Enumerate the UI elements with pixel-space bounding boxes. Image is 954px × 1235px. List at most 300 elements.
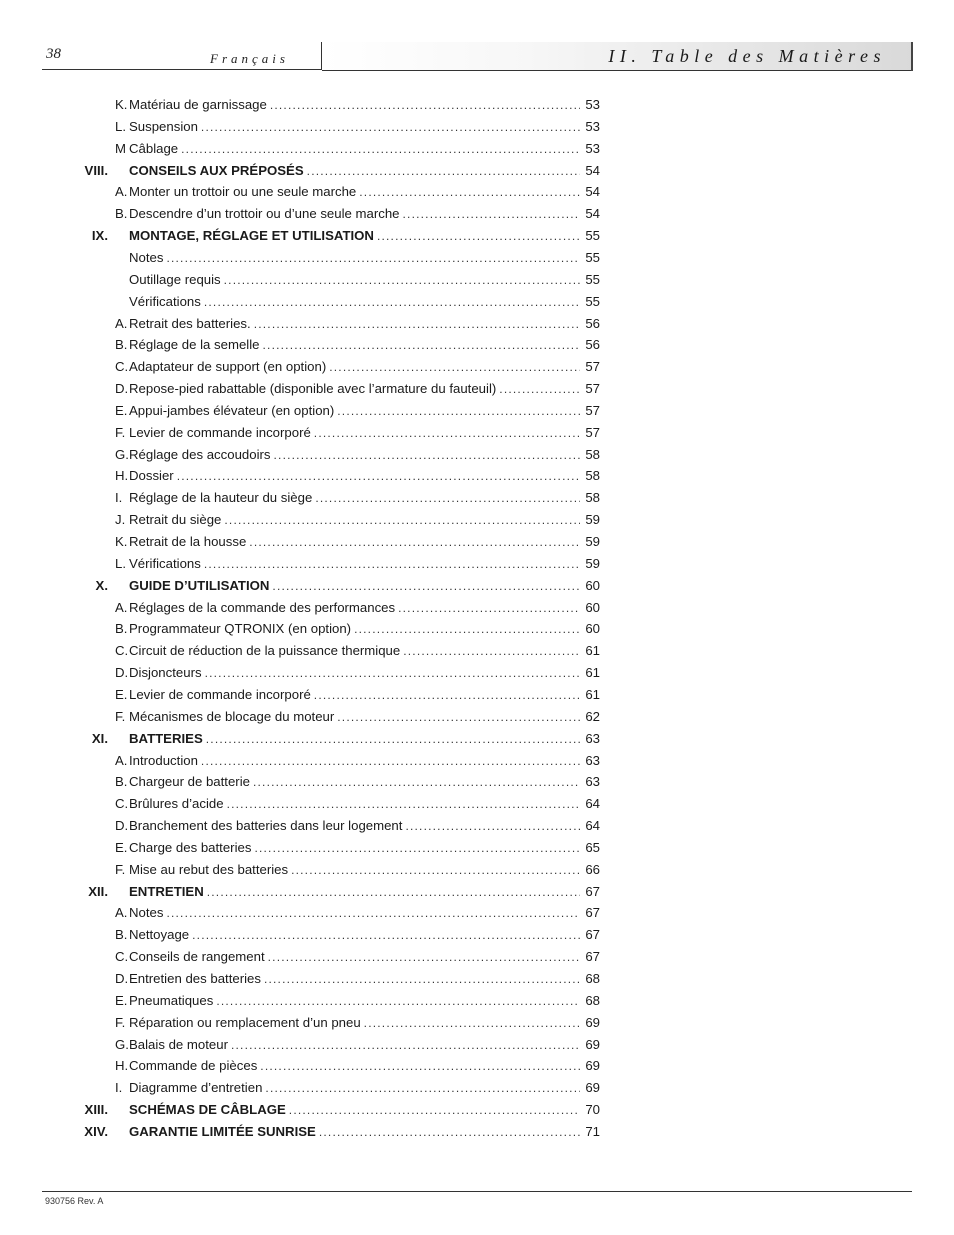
toc-row: [0, 139, 954, 159]
toc-row: [0, 488, 954, 508]
toc-entry-label-group: [115, 991, 216, 1011]
toc-entry-label-group: [115, 466, 177, 486]
toc-entry-prefix: B.: [115, 337, 128, 353]
toc-entry-label-group: [115, 925, 192, 945]
toc-dot-leader: [364, 1013, 580, 1033]
toc-entry-label: Descendre d’un trottoir ou d’une seule marche: [129, 206, 400, 222]
toc-dot-leader: [253, 772, 580, 792]
toc-entry-prefix: D.: [115, 665, 129, 681]
toc-roman-numeral: XIV.: [84, 1123, 108, 1139]
toc-entry-label-group: [115, 751, 201, 771]
toc-entry[interactable]: [115, 576, 600, 596]
toc-row: [0, 860, 954, 880]
toc-entry[interactable]: [115, 445, 600, 465]
toc-entry-label-group: [115, 335, 263, 355]
toc-page-number: 61: [585, 643, 600, 659]
toc-dot-leader: [337, 707, 580, 727]
toc-entry[interactable]: [115, 554, 600, 574]
toc-entry-label-group: [115, 903, 166, 923]
toc-dot-leader: [204, 554, 580, 574]
toc-dot-leader: [270, 95, 580, 115]
toc-entry-label-group: [115, 598, 398, 618]
toc-entry[interactable]: [115, 292, 600, 312]
toc-entry-prefix: E.: [115, 686, 128, 702]
toc-entry-label-group: [115, 554, 204, 574]
toc-entry-label-group: [115, 816, 405, 836]
toc-entry-label: BATTERIES: [129, 730, 203, 746]
toc-entry-label: Conseils de rangement: [129, 949, 265, 965]
toc-entry[interactable]: [115, 488, 600, 508]
toc-page-number: 59: [585, 512, 600, 528]
toc-entry-prefix: G.: [115, 1036, 129, 1052]
toc-dot-leader: [204, 292, 580, 312]
toc-row: [0, 794, 954, 814]
toc-entry[interactable]: [115, 882, 600, 902]
toc-entry-label: GARANTIE LIMITÉE SUNRISE: [129, 1123, 316, 1139]
toc-entry[interactable]: [115, 619, 600, 639]
toc-page-number: 68: [585, 971, 600, 986]
toc-dot-leader: [265, 1078, 580, 1098]
toc-entry-prefix: F.: [115, 861, 126, 877]
toc-row: [0, 663, 954, 683]
toc-row: [0, 1056, 954, 1076]
toc-entry-label-group: [115, 423, 314, 443]
toc-entry-prefix: K.: [115, 534, 128, 549]
toc-entry[interactable]: [115, 1122, 600, 1142]
toc-row: [0, 248, 954, 268]
toc-row: [0, 357, 954, 377]
toc-dot-leader: [166, 903, 580, 923]
toc-dot-leader: [201, 117, 580, 137]
toc-row: [0, 925, 954, 945]
toc-entry-label-group: [115, 969, 264, 989]
toc-entry[interactable]: [115, 903, 600, 923]
toc-entry-label-group: [115, 357, 329, 377]
toc-entry-label-group: [115, 947, 268, 967]
toc-page-number: 67: [585, 883, 600, 899]
toc-entry-prefix: A.: [115, 905, 128, 921]
toc-entry-label: CONSEILS AUX PRÉPOSÉS: [129, 162, 304, 178]
toc-row: [0, 903, 954, 923]
toc-entry-prefix: D.: [115, 381, 129, 397]
page-number: 38: [46, 46, 61, 62]
toc-entry-prefix: B.: [115, 927, 128, 943]
toc-row: [0, 204, 954, 224]
toc-dot-leader: [201, 751, 580, 771]
toc-page-number: 69: [585, 1014, 600, 1030]
toc-entry[interactable]: [115, 598, 600, 618]
toc-row: [0, 95, 954, 115]
toc-entry-label: Charge des batteries: [129, 839, 252, 855]
toc-dot-leader: [329, 357, 580, 377]
toc-entry-label-group: [115, 161, 307, 181]
toc-row: [0, 751, 954, 771]
toc-entry[interactable]: [115, 357, 600, 377]
toc-page-number: 64: [585, 796, 600, 812]
toc-dot-leader: [499, 379, 580, 399]
toc-row: [0, 1078, 954, 1098]
toc-entry-label: Suspension: [129, 118, 198, 134]
toc-entry-label: Réglage des accoudoirs: [129, 446, 271, 462]
toc-entry[interactable]: [115, 270, 600, 290]
toc-entry[interactable]: [115, 641, 600, 661]
toc-entry-prefix: C.: [115, 796, 129, 812]
toc-row: [0, 117, 954, 137]
toc-row: [0, 619, 954, 639]
toc-entry-label-group: [115, 445, 274, 465]
toc-entry-prefix: D.: [115, 818, 129, 834]
toc-entry-label-group: [115, 641, 403, 661]
toc-entry[interactable]: [115, 663, 600, 683]
toc-entry[interactable]: [115, 969, 600, 989]
toc-row: [0, 641, 954, 661]
toc-dot-leader: [314, 423, 580, 443]
toc-entry-label-group: [115, 860, 291, 880]
toc-page-number: 69: [585, 1036, 600, 1052]
title-band-edge: [911, 42, 913, 71]
toc-dot-leader: [166, 248, 580, 268]
footer-rule: [42, 1191, 912, 1192]
toc-entry-label: Levier de commande incorporé: [129, 686, 311, 702]
toc-row: [0, 772, 954, 792]
toc-entry-label-group: [115, 576, 272, 596]
toc-row: [0, 423, 954, 443]
toc-page-number: 60: [585, 577, 600, 593]
toc-entry-prefix: I.: [115, 490, 123, 506]
toc-row: [0, 532, 954, 552]
toc-entry-label: SCHÉMAS DE CÂBLAGE: [129, 1102, 286, 1118]
toc-dot-leader: [224, 510, 580, 530]
toc-entry-label-group: [115, 685, 314, 705]
toc-entry-label: Retrait des batteries.: [129, 315, 251, 331]
toc-entry-label-group: [115, 182, 359, 202]
toc-page-number: 53: [585, 118, 600, 134]
toc-dot-leader: [263, 335, 581, 355]
toc-page-number: 71: [585, 1123, 600, 1139]
toc-page-number: 53: [585, 97, 600, 112]
toc-dot-leader: [274, 445, 581, 465]
toc-entry[interactable]: [115, 335, 600, 355]
toc-entry-label: Repose-pied rabattable (disponible avec l’armature du fauteuil): [129, 381, 497, 397]
toc-entry[interactable]: [115, 95, 600, 115]
toc-roman-numeral: IX.: [91, 228, 108, 244]
toc-page-number: 62: [585, 708, 600, 724]
toc-page-number: 63: [585, 752, 600, 768]
toc-entry[interactable]: [115, 729, 600, 749]
toc-entry-label: Vérifications: [129, 293, 201, 309]
toc-entry[interactable]: [115, 816, 600, 836]
toc-dot-leader: [205, 663, 580, 683]
toc-entry[interactable]: [115, 379, 600, 399]
toc-entry-prefix: L.: [115, 118, 126, 134]
toc-entry-label: Mise au rebut des batteries: [129, 861, 289, 877]
header-rule: [42, 69, 322, 70]
toc-entry-label: Nettoyage: [129, 927, 190, 943]
toc-entry[interactable]: [115, 947, 600, 967]
toc-entry-label: GUIDE D’UTILISATION: [129, 577, 270, 593]
toc-entry-label-group: [115, 1056, 260, 1076]
toc-page-number: 66: [585, 861, 600, 877]
page-header: [0, 0, 954, 80]
toc-dot-leader: [254, 314, 580, 334]
toc-entry[interactable]: [115, 423, 600, 443]
toc-entry-prefix: L.: [115, 555, 126, 571]
toc-entry[interactable]: [115, 466, 600, 486]
toc-page-number: 67: [585, 949, 600, 965]
toc-entry-label: Appui-jambes élévateur (en option): [129, 402, 335, 418]
toc-page-number: 57: [585, 402, 600, 418]
toc-entry-label-group: [115, 663, 205, 683]
toc-dot-leader: [319, 1122, 580, 1142]
toc-dot-leader: [227, 794, 580, 814]
toc-entry-label: ENTRETIEN: [129, 883, 204, 899]
toc-entry[interactable]: [115, 991, 600, 1011]
toc-entry[interactable]: [115, 1035, 600, 1055]
toc-entry-label: Pneumatiques: [129, 992, 214, 1008]
toc-entry-label-group: [115, 532, 249, 552]
toc-entry-prefix: K.: [115, 97, 128, 112]
toc-entry[interactable]: [115, 1078, 600, 1098]
toc-entry-label-group: [115, 1035, 231, 1055]
toc-entry[interactable]: [115, 139, 600, 159]
toc-row: [0, 947, 954, 967]
toc-entry[interactable]: [115, 1056, 600, 1076]
toc-dot-leader: [307, 161, 580, 181]
toc-entry[interactable]: [115, 248, 600, 268]
toc-entry-label: Mécanismes de blocage du moteur: [129, 708, 335, 724]
toc-roman-numeral: XII.: [88, 883, 108, 899]
toc-entry[interactable]: [115, 772, 600, 792]
language-label: Français: [210, 51, 289, 66]
toc-page-number: 58: [585, 446, 600, 462]
toc-dot-leader: [291, 860, 580, 880]
toc-entry-prefix: G.: [115, 446, 129, 462]
toc-entry-prefix: D.: [115, 971, 129, 986]
toc-roman-numeral: VIII.: [84, 162, 108, 178]
toc-dot-leader: [224, 270, 580, 290]
toc-row: [0, 445, 954, 465]
toc-entry[interactable]: [115, 838, 600, 858]
toc-entry[interactable]: [115, 117, 600, 137]
toc-page-number: 55: [585, 293, 600, 309]
toc-entry[interactable]: [115, 401, 600, 421]
toc-row: [0, 991, 954, 1011]
toc-entry-label: Introduction: [129, 752, 198, 768]
toc-page-number: 61: [585, 665, 600, 681]
toc-entry-prefix: A.: [115, 184, 128, 200]
toc-row: [0, 270, 954, 290]
toc-entry-label-group: [115, 292, 204, 312]
toc-entry-label: MONTAGE, RÉGLAGE ET UTILISATION: [129, 228, 374, 244]
toc-page-number: 70: [585, 1102, 600, 1118]
toc-dot-leader: [192, 925, 580, 945]
toc-dot-leader: [181, 139, 580, 159]
toc-entry-prefix: F.: [115, 1014, 126, 1030]
toc-entry[interactable]: [115, 1100, 600, 1120]
toc-row: [0, 292, 954, 312]
toc-dot-leader: [249, 532, 580, 552]
toc-dot-leader: [359, 182, 580, 202]
toc-row: [0, 510, 954, 530]
toc-entry-label-group: [115, 882, 207, 902]
toc-entry[interactable]: [115, 226, 600, 246]
toc-entry-label: Réparation ou remplacement d’un pneu: [129, 1014, 361, 1030]
toc-entry-label-group: [115, 707, 337, 727]
toc-entry-label-group: [115, 619, 354, 639]
toc-row: [0, 182, 954, 202]
toc-page-number: 60: [585, 599, 600, 615]
toc-entry[interactable]: [115, 751, 600, 771]
toc-entry[interactable]: [115, 182, 600, 202]
toc-page-number: 56: [585, 337, 600, 353]
toc-entry-prefix: A.: [115, 752, 128, 768]
toc-entry[interactable]: [115, 1013, 600, 1033]
toc-entry-prefix: B.: [115, 621, 128, 637]
toc-entry-prefix: J.: [115, 512, 126, 528]
toc-entry-label: Entretien des batteries: [129, 971, 261, 986]
toc-page-number: 57: [585, 424, 600, 440]
toc-entry-prefix: E.: [115, 402, 128, 418]
toc-dot-leader: [254, 838, 580, 858]
toc-entry-label-group: [115, 510, 224, 530]
toc-entry-label-group: [115, 1013, 364, 1033]
toc-entry-label: Balais de moteur: [129, 1036, 228, 1052]
toc-dot-leader: [264, 969, 580, 989]
toc-entry-prefix: F.: [115, 424, 126, 440]
toc-page-number: 68: [585, 992, 600, 1008]
toc-entry-label: Outillage requis: [129, 271, 221, 287]
toc-entry[interactable]: [115, 707, 600, 727]
toc-entry-label-group: [115, 226, 377, 246]
toc-row: [0, 729, 954, 749]
toc-entry-label: Levier de commande incorporé: [129, 424, 311, 440]
toc-entry-prefix: H.: [115, 468, 129, 484]
toc-entry[interactable]: [115, 860, 600, 880]
toc-entry-prefix: F.: [115, 708, 126, 724]
toc-row: [0, 161, 954, 181]
toc-row: [0, 576, 954, 596]
toc-page-number: 64: [585, 818, 600, 834]
toc-dot-leader: [268, 947, 580, 967]
toc-dot-leader: [216, 991, 580, 1011]
toc-entry[interactable]: [115, 204, 600, 224]
toc-entry-label: Notes: [129, 905, 164, 921]
toc-page-number: 55: [585, 228, 600, 244]
toc-dot-leader: [206, 729, 580, 749]
toc-entry-label: Diagramme d’entretien: [129, 1080, 263, 1096]
toc-entry-label: Chargeur de batterie: [129, 774, 250, 790]
toc-entry-label: Monter un trottoir ou une seule marche: [129, 184, 357, 200]
toc-dot-leader: [207, 882, 580, 902]
toc-page-number: 69: [585, 1080, 600, 1096]
section-title: II. Table des Matières: [608, 46, 886, 66]
toc-dot-leader: [289, 1100, 580, 1120]
toc-page-number: 55: [585, 271, 600, 287]
toc-entry-label: Programmateur QTRONIX (en option): [129, 621, 352, 637]
toc-entry-label: Câblage: [129, 140, 179, 156]
toc-row: [0, 598, 954, 618]
toc-dot-leader: [398, 598, 580, 618]
toc-entry-label: Commande de pièces: [129, 1058, 258, 1074]
toc-page-number: 54: [585, 206, 600, 222]
toc-row: [0, 1013, 954, 1033]
toc-page-number: 57: [585, 359, 600, 375]
toc-entry-label: Réglages de la commande des performances: [129, 599, 396, 615]
toc-dot-leader: [260, 1056, 580, 1076]
toc-entry-label-group: [115, 117, 201, 137]
toc-entry-prefix: E.: [115, 839, 128, 855]
toc-page-number: 58: [585, 468, 600, 484]
toc-entry-prefix: H.: [115, 1058, 129, 1074]
toc-entry-label-group: [115, 794, 227, 814]
toc-entry[interactable]: [115, 314, 600, 334]
toc-page-number: 67: [585, 905, 600, 921]
toc-row: [0, 314, 954, 334]
toc-entry-label: Réglage de la hauteur du siège: [129, 490, 313, 506]
toc-page-number: 59: [585, 555, 600, 571]
toc-entry-label-group: [115, 1100, 289, 1120]
toc-entry-prefix: C.: [115, 643, 129, 659]
toc-entry-label: Branchement des batteries dans leur logement: [129, 818, 403, 834]
toc-row: [0, 969, 954, 989]
toc-entry-label: Retrait de la housse: [129, 534, 247, 549]
toc-entry-label: Notes: [129, 249, 164, 265]
toc-page-number: 54: [585, 162, 600, 178]
toc-entry-label-group: [115, 1122, 319, 1142]
toc-dot-leader: [403, 204, 581, 224]
toc-row: [0, 707, 954, 727]
toc-dot-leader: [177, 466, 580, 486]
toc-row: [0, 838, 954, 858]
toc-page-number: 61: [585, 686, 600, 702]
toc-entry-prefix: A.: [115, 599, 128, 615]
toc-entry-label-group: [115, 95, 270, 115]
toc-entry-label-group: [115, 379, 499, 399]
toc-dot-leader: [354, 619, 580, 639]
toc-entry-label-group: [115, 204, 403, 224]
toc-entry[interactable]: [115, 161, 600, 181]
toc-entry[interactable]: [115, 794, 600, 814]
toc-entry-label: Circuit de réduction de la puissance thermique: [129, 643, 401, 659]
toc-entry[interactable]: [115, 532, 600, 552]
toc-row: [0, 401, 954, 421]
toc-entry-prefix: B.: [115, 206, 128, 222]
toc-entry-prefix: E.: [115, 992, 128, 1008]
toc-page-number: 58: [585, 490, 600, 506]
toc-page-number: 53: [585, 140, 600, 156]
toc-entry-label: Adaptateur de support (en option): [129, 359, 327, 375]
toc-row: [0, 1100, 954, 1120]
toc-dot-leader: [315, 488, 580, 508]
toc-entry[interactable]: [115, 510, 600, 530]
toc-row: [0, 816, 954, 836]
toc-entry[interactable]: [115, 925, 600, 945]
toc-entry-prefix: C.: [115, 359, 129, 375]
toc-entry-label-group: [115, 270, 224, 290]
toc-roman-numeral: XIII.: [84, 1102, 108, 1118]
toc-entry-label-group: [115, 314, 254, 334]
toc-page-number: 65: [585, 839, 600, 855]
toc-row: [0, 466, 954, 486]
toc-page-number: 63: [585, 730, 600, 746]
toc-entry-label-group: [115, 1078, 265, 1098]
toc-entry-label: Brûlures d’acide: [129, 796, 224, 812]
toc-dot-leader: [231, 1035, 580, 1055]
toc-entry-label-group: [115, 139, 181, 159]
toc-dot-leader: [377, 226, 580, 246]
toc-row: [0, 335, 954, 355]
toc-entry[interactable]: [115, 685, 600, 705]
